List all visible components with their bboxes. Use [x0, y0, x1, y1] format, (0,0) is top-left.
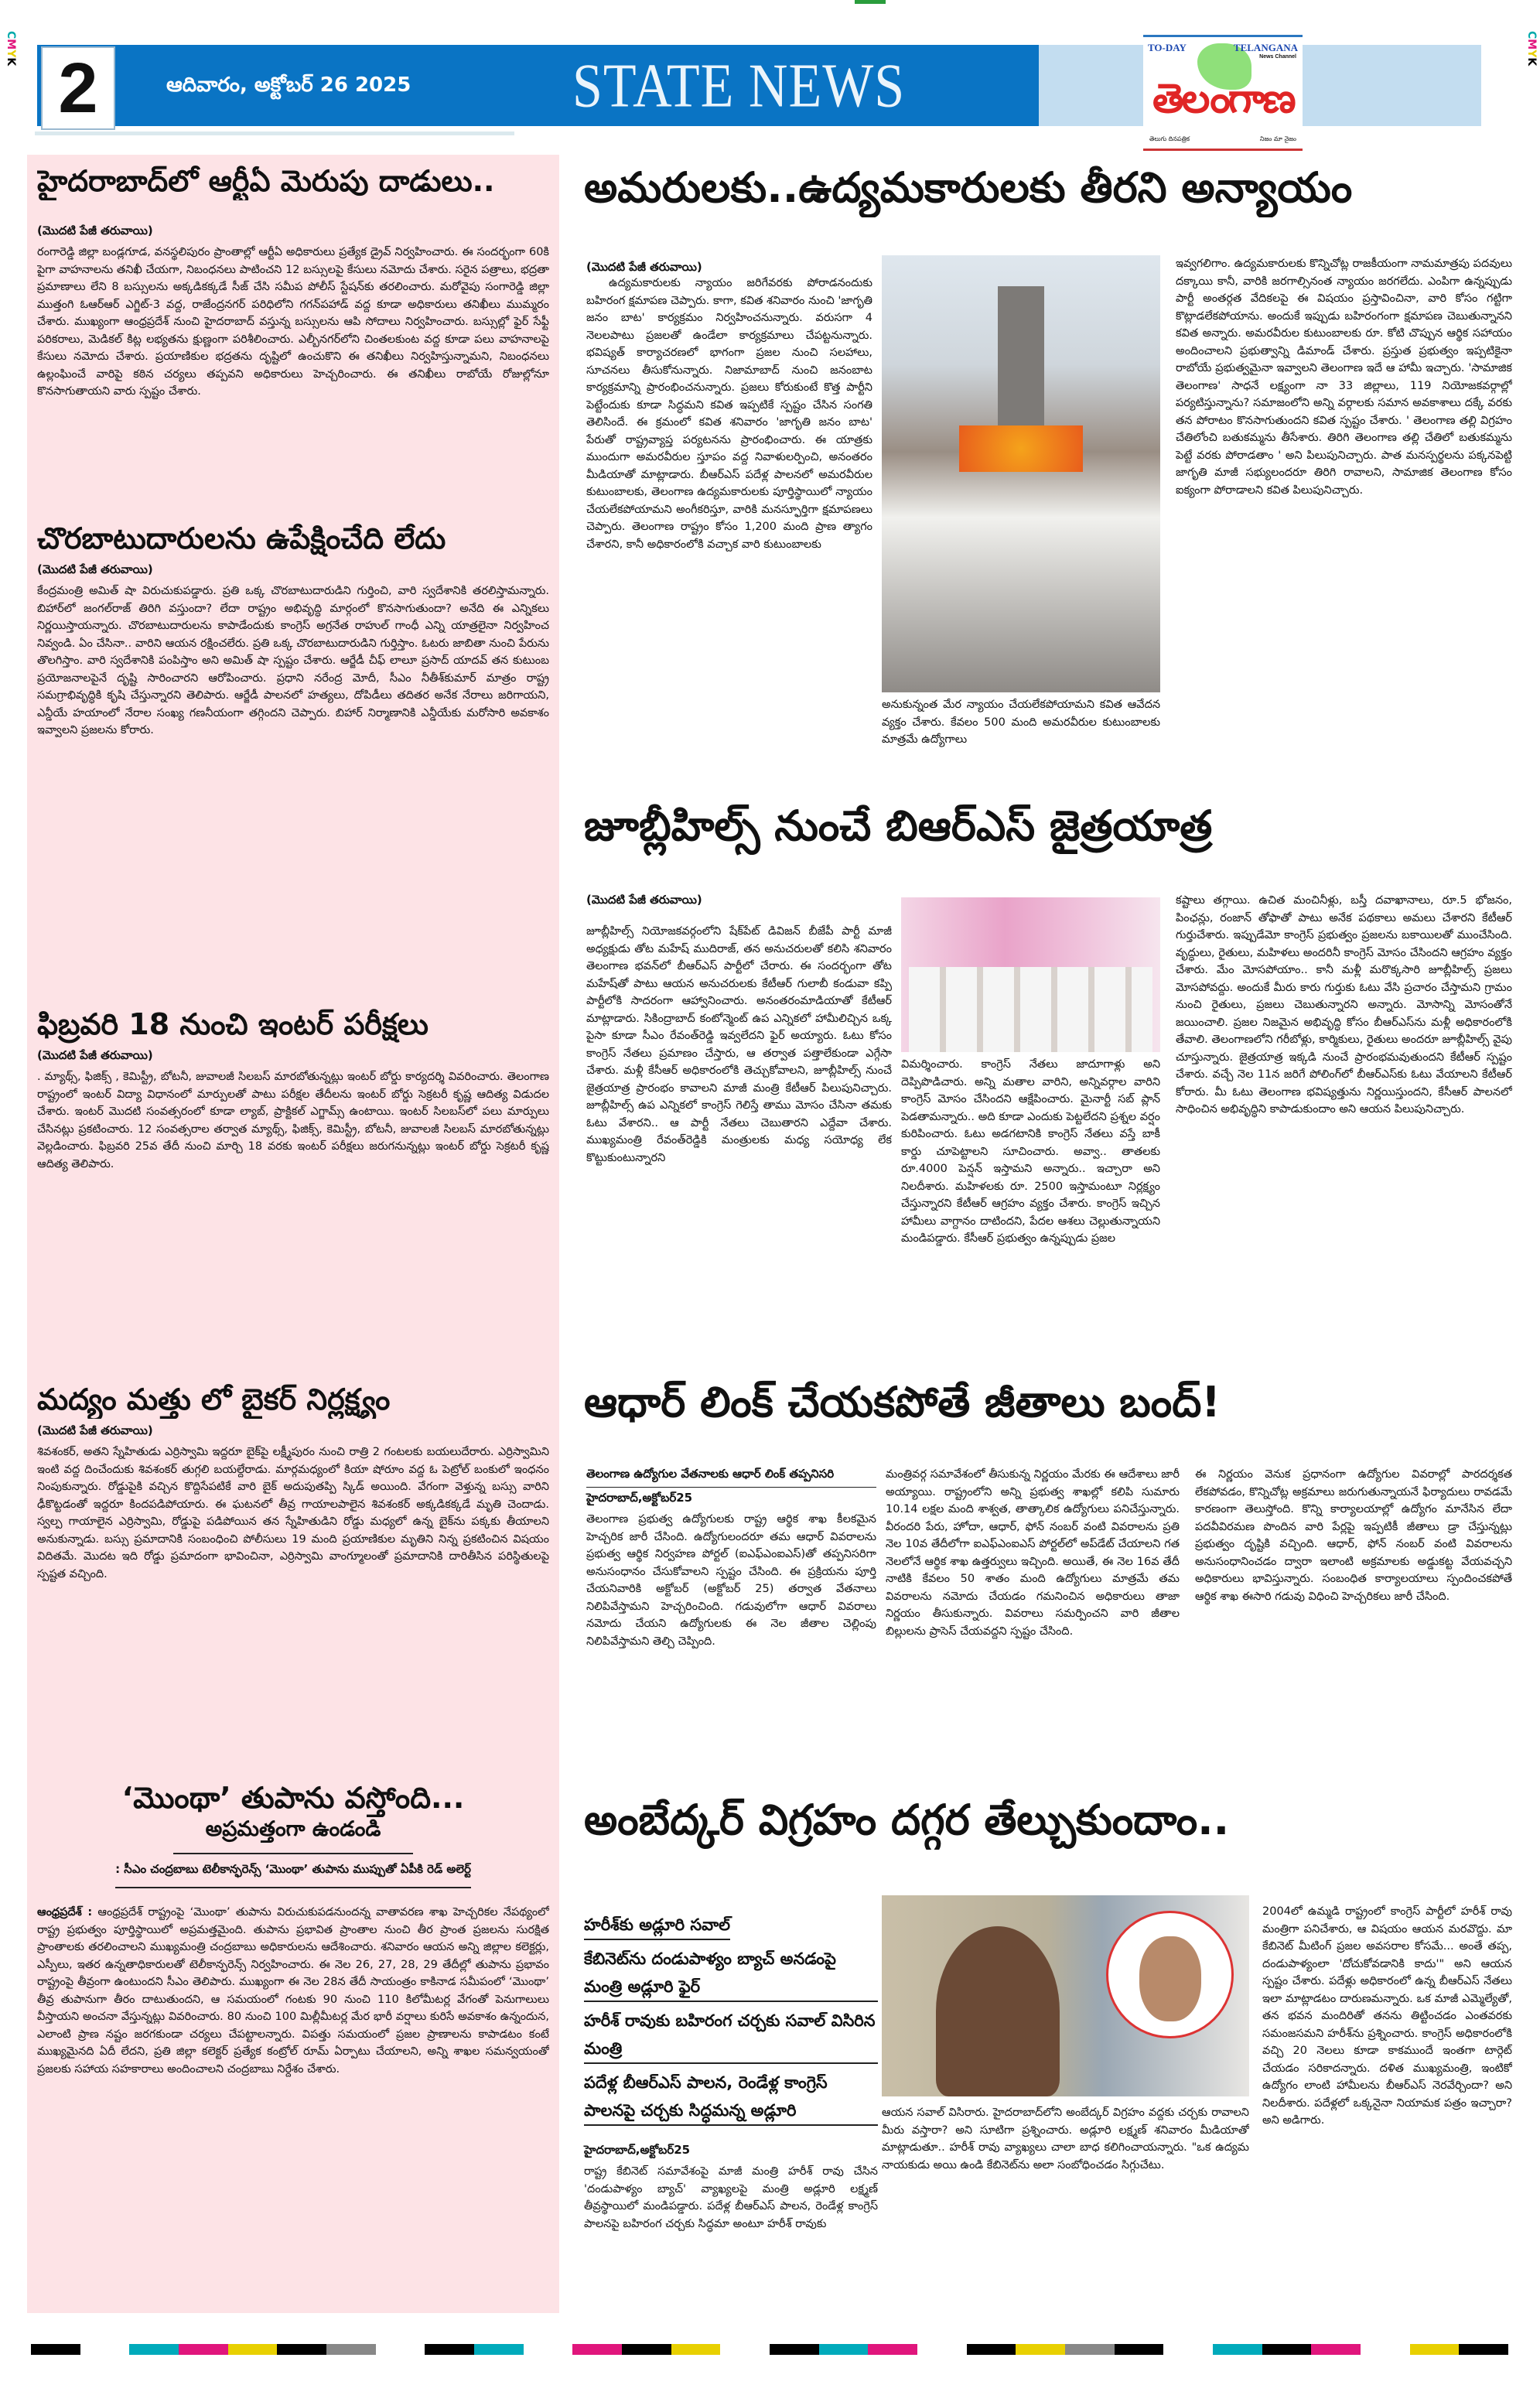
- deck: : సీఎం చంద్రబాబు టెలీకాన్ఫరెన్స్ ‘మొంథా’ తుపాను ముప్పుతో ఏపీకి రెడ్ అలెర్ట్: [115, 1854, 471, 1888]
- adluri-portrait: [936, 1926, 1060, 2096]
- logo-name: తెలంగాణ: [1152, 76, 1294, 122]
- article-body-col3: ఇవ్వగలిగాం. ఉద్యమకారులకు కొన్నిచోట్ల రాజకీయంగా నామమాత్రపు పదవులు దక్కాయి కానీ, వారికి జరగాల్సినంత న్యాయం జరగలేదు. ఎంపిగా ఉన్నప్పుడు పార్టీ అంతర్గత వేదికలపై ఈ విషయం ప్రస్తావించినా, వారి కోసం గట్టిగా కొట్లాడలేకపోయాను. అందుకే ఇప్పుడు బహిరంగంగా క్షమాపణ చెబుతున్నానని కవిత అన్నారు. అమరవీరుల కుటుంబాలకు రూ. కోటి చొప్పున ఆర్థిక సహాయం అందించాలని ప్రభుత్వాన్ని డిమాండ్ చేశారు. ప్రస్తుత ప్రభుత్వం ఇప్పటికైనా రాబోయే ప్రభుత్వమైనా ఇవ్వాలని తెలంగాణ ఇదే ఆ హామీ ఇచ్చారు. 'సామాజిక తెలంగాణ' సాధనే లక్ష్యంగా నా 33 జిల్లాలు, 119 నియోజకవర్గాల్లో పర్యటిస్తున్నాను? సమాజంలోని అన్ని వర్గాలకు సమాన అవకాశాలు దక్కే వరకు తన పోరాటం కొనసాగుతుందని కవిత స్పష్టం చేశారు. ' తెలంగాణ తల్లి విగ్రహం చేతిలోంచి బతుకమ్మను తీసేశారు. తిరిగి తెలంగాణ తల్లి చేతిలో బతుకమ్మను పెట్టే వరకు పోరాడతాం ' అని పిలుపునిచ్చారు. పాత మనస్పర్థలను పక్కనపెట్టి జాగృతి మాజీ సభ్యులందరూ తిరిగి రావాలని, సామాజిక తెలంగాణ కోసం ఐక్యంగా పోరాడాలని కవిత పిలుపునిచ్చారు.: [1176, 258, 1512, 497]
- issue-date: ఆదివారం, అక్టోబర్ 26 2025: [166, 73, 411, 97]
- continued-label: (మొదటి పేజీ తరువాయి): [37, 1048, 153, 1063]
- article-body-col3: 2004లో ఉమ్మడి రాష్ట్రంలో కాంగ్రెస్ పార్టీలో హరీశ్ రావు మంత్రిగా పనిచేశారు, ఆ విషయం ఆయన మరవొద్దు. మా కేబినెట్ మీటింగ్ ప్రజల అవసరాల కోసమే... అంతే తప్ప, దండుపాళ్యంలా 'దోచుకోవడానికి కాదు'" అని ఆయన స్పష్టం చేశారు. పదేళ్లు అధికారంలో ఉన్న బీఆర్ఎస్ నేతలు ఇలా మాట్లాడటం దారుణమన్నారు. ఒక మాజీ ఎమ్మెల్యేతో, తన భవన మందిరితో తనను తిట్టించడం ఎంతవరకు సమంజసమని హరీశ్‌ను ప్రశ్నించారు. కాంగ్రెస్ అధికారంలోకి వచ్చి 20 నెలలు కూడా కాకముందే ఇంతగా టార్గెట్ చేయడం సరికాదన్నారు. దళిత ముఖ్యమంత్రి, ఇంటికో ఉద్యోగం లాంటి హామీలను బీఆర్ఎస్ నెరవేర్చిందా? అని నిలదీశారు. పదేళ్లలో ఒక్కనైనా నియామక పత్రం ఇచ్చారా? అని అడిగారు.: [1262, 1905, 1512, 2127]
- article-body-col1: తెలంగాణ ప్రభుత్వ ఉద్యోగులకు రాష్ట్ర ఆర్థిక శాఖ కీలకమైన హెచ్చరిక జారీ చేసింది. ఉద్యోగులందరూ తమ ఆధార్ వివరాలను ప్రభుత్వ ఆర్థిక నిర్వహణ పోర్టల్ (ఐఎఫ్ఎంఐఎస్)తో తప్పనిసరిగా అనుసంధానం చేసుకోవాలని స్పష్టం చేసింది. ఈ ప్రక్రియను పూర్తి చేయనివారికి అక్టోబర్ (అక్టోబర్ 25) తర్వాత వేతనాలు నిలిపివేస్తామని హెచ్చరించింది. గడువులోగా ఆధార్ వివరాలు నమోదు చేయని ఉద్యోగులకు ఈ నెల జీతాల చెల్లింపు నిలిపివేస్తామని తెల్చి చెప్పింది.: [586, 1513, 876, 1648]
- kicker: తెలంగాణ ఉద్యోగుల వేతనాలకు ఆధార్ లింక్ తప్పనిసరి: [586, 1462, 876, 1488]
- logo-subtitle: News Channel: [1259, 54, 1296, 60]
- subhead: పదేళ్ల బీఆర్ఎస్ పాలన, రెండేళ్ల కాంగ్రెస్ పాలనపై చర్చకు సిద్ధమన్న అడ్లూరి: [584, 2069, 878, 2126]
- article-montha-cyclone: [37, 1779, 549, 2267]
- masthead-underline: [35, 132, 514, 135]
- article-body-col1: రాష్ట్ర కేబినెట్ సమావేశంపై మాజీ మంత్రి హరీశ్ రావు చేసిన 'దండుపాళ్యం బ్యాచ్' వ్యాఖ్యలపై మంత్రి అడ్లూరి లక్ష్మణ్ తీవ్రస్థాయిలో మండిపడ్డారు. పదేళ్ల బీఆర్ఎస్ పాలన, రెండేళ్ల కాంగ్రెస్ పాలనపై బహిరంగ చర్చకు సిద్ధమా అంటూ హరీశ్ రావుకు: [584, 2165, 878, 2230]
- headline: అమరులకు..ఉద్యమకారులకు తీరని అన్యాయం: [584, 163, 1353, 212]
- continued-label: (మొదటి పేజీ తరువాయి): [586, 260, 702, 274]
- headline: చొరబాటుదారులను ఉపేక్షించేది లేదు: [37, 521, 446, 555]
- subhead: హరీశ్‌కు అడ్లూరి సవాల్: [584, 1911, 730, 1940]
- headline: హైదరాబాద్‌లో ఆర్టీఏ మెరుపు దాడులు..: [37, 164, 495, 198]
- continued-label: (మొదటి పేజీ తరువాయి): [37, 224, 153, 238]
- headline: అంబేద్కర్ విగ్రహం దగ్గర తేల్చుకుందాం..: [584, 1796, 1230, 1844]
- harish-rao-inset: [1106, 1911, 1234, 2038]
- subheadline: అప్రమత్తంగా ఉండండి: [173, 1817, 413, 1854]
- article-rta-raids: [37, 162, 549, 530]
- dateline: హైదరాబాద్,అక్టోబర్25: [584, 2143, 691, 2157]
- article-body-col2: ఆయన సవాల్ విసిరారు. హైదరాబాద్‌లోని అంబేద్కర్ విగ్రహం వద్దకు చర్చకు రావాలని మీరు వస్తారా? అని సూటిగా ప్రశ్నించారు. అడ్లూరి లక్ష్మణ్ శనివారం మీడియాతో మాట్లాడుతూ.. హరీశ్ రావు వ్యాఖ్యలు చాలా బాధ కలిగించాయన్నారు. "ఒక ఉద్యమ నాయకుడు అయి ఉండి కేబినెట్‌ను అలా సంబోధించడం సిగ్గుచేటు.: [882, 2107, 1249, 2171]
- article-body-col2: మంత్రివర్గ సమావేశంలో తీసుకున్న నిర్ణయం మేరకు ఈ ఆదేశాలు జారీ అయ్యాయి. రాష్ట్రంలోని అన్ని ప్రభుత్వ శాఖల్లో కలిపి సుమారు 10.14 లక్షల మంది శాశ్వత, తాత్కాలిక ఉద్యోగులు పనిచేస్తున్నారు. వీరందరి పేరు, హోదా, ఆధార్, ఫోన్ నంబర్ వంటి వివరాలను ప్రతి నెల 10వ తేదీలోగా ఐఎఫ్ఎంఐఎస్ పోర్టల్‌లో అప్‌డేట్ చేయాలని గత నెలలోనే ఆర్థిక శాఖ ఉత్తర్వులు ఇచ్చింది. అయితే, ఈ నెల 16వ తేదీ నాటికి కేవలం 50 శాతం మంది ఉద్యోగులు మాత్రమే తమ వివరాలను నమోదు చేయడం గమనించిన అధికారులు తాజా నిర్ణయం తీసుకున్నారు. వివరాలు సమర్పించని వారి జీతాల బిల్లులను ప్రాసెస్ చేయవద్దని స్పష్టం చేసింది.: [886, 1468, 1180, 1638]
- section-title: STATE NEWS: [572, 52, 906, 121]
- article-body: రంగారెడ్డి జిల్లా బండ్లగూడ, వనస్థలిపురం ప్రాంతాల్లో ఆర్టీఏ అధికారులు ప్రత్యేక డ్రైవ్ నిర్వహించారు. ఈ సందర్భంగా 60కి పైగా వాహనాలను తనిఖీ చేయగా, నిబంధనలు పాటించని 12 బస్సులపై కేసులు నమోదు చేశారు. సరైన పత్రాలు, భద్రతా ప్రమాణాలు లేని 8 బస్సులను అక్కడికక్కడే సీజ్ చేసి సమీప పోలీస్ స్టేషన్‌కు తరలించారు. మరోవైపు సంగారెడ్డి జిల్లా ముత్తంగి ఓఆర్ఆర్ ఎగ్జిట్-3 వద్ద, రాజేంద్రనగర్ పరిధిలోని గగన్‌పహాడ్ వద్ద కూడా అధికారులు తనిఖీలు ముమ్మరం చేశారు. ముఖ్యంగా ఆంధ్రప్రదేశ్ నుంచి హైదరాబాద్ వస్తున్న బస్సులను ఆపి సోదాలు నిర్వహించారు. బస్సుల్లో ఫైర్ సేఫ్టీ పరికరాలు, మెడికల్ కిట్ల లభ్యతను క్షుణ్ణంగా పరిశీలించారు. ఎల్బీనగర్‌లోని చింతలకుంట వద్ద కూడా పలు వాహనాలపై కేసులు నమోదు చేశారు. ప్రయాణికుల భద్రతను దృష్టిలో ఉంచుకొని ఈ తనిఖీలు నిర్వహిస్తున్నామని, నిబంధనలు ఉల్లంఘించే వారిపై కఠిన చర్యలు తప్పవని అధికారులు హెచ్చరించారు. ఈ తనిఖీలు రాబోయే రోజుల్లోనూ కొనసాగుతాయని వారు స్పష్టం చేశారు.: [37, 246, 549, 398]
- article-body-col3: ఈ నిర్ణయం వెనుక ప్రధానంగా ఉద్యోగుల వివరాల్లో పారదర్శకత లేకపోవడం, కొన్నిచోట్ల అక్రమాలు జరుగుతున్నాయనే ఫిర్యాదులు రావడమే కారణంగా తెలుస్తోంది. కొన్ని కార్యాలయాల్లో ఉద్యోగం మానేసిన లేదా పదవీవిరమణ పొందిన వారి పేర్లపై ఇప్పటికీ జీతాలు డ్రా చేస్తున్నట్లు ప్రభుత్వం దృష్టికి వచ్చింది. ఆధార్, ఫోన్ నంబర్ వంటి వివరాలను అనుసంధానించడం ద్వారా ఇలాంటి అక్రమాలకు అడ్డుకట్ట వేయవచ్చని అధికారులు భావిస్తున్నారు. సంబంధిత కార్యాలయాలు స్పందించకపోతే ఆర్థిక శాఖ ఈసారి గడువు విధించి హెచ్చరికలు జారీ చేసింది.: [1195, 1468, 1512, 1603]
- registration-mark-top: [855, 0, 886, 4]
- headline: ఆధార్ లింక్ చేయకపోతే జీతాలు బంద్!: [584, 1378, 1221, 1427]
- article-body-col1: ఉద్యమకారులకు న్యాయం జరిగేవరకు పోరాడనందుకు బహిరంగ క్షమాపణ చెప్పారు. కాగా, కవిత శనివారం నుంచి 'జాగృతి జనం బాట' కార్యక్రమం నిర్వహించనున్నారు. వరుసగా 4 నెలలపాటు ప్రజలతో ఉండేలా కార్యక్రమాలు చేపట్టనున్నారు. భవిష్యత్ కార్యాచరణలో భాగంగా ప్రజల నుంచి సలహాలు, సూచనలు తీసుకోనున్నారు. నిజామాబాద్ నుంచి జనంబాట కార్యక్రమాన్ని ప్రారంభించనున్నారు. ప్రజలు కోరుకుంటే కొత్త పార్టీని పెట్టేందుకు కూడా సిద్ధమని కవిత ఇప్పటికే స్పష్టం చేసిన సంగతి తెలిసిందే. ఈ క్రమంలో కవిత శనివారం 'జాగృతి జనం బాట' పేరుతో రాష్ట్రవ్యాప్త పర్యటనను ప్రారంభించారు. ఈ యాత్రకు ముందుగా అమరవీరుల స్తూపం వద్ద నివాళులర్పించి, అనంతరం మీడియాతో మాట్లాడారు. బీఆర్ఎస్ పదేళ్ల పాలనలో అమరవీరుల కుటుంబాలకు, తెలంగాణ ఉద్యమకారులకు పూర్తిస్థాయిలో న్యాయం చేయలేకపోయామని అంగీకరిస్తూ, వారికి మనస్ఫూర్తిగా క్షమాపణలు చెప్పారు. తెలంగాణ రాష్ట్రం కోసం 1,200 మంది ప్రాణ త్యాగం చేశారని, కానీ అధికారంలోకి వచ్చాక వారి కుటుంబాలకు: [586, 277, 872, 551]
- color-calibration-bar: [31, 2344, 1508, 2355]
- headline: ఫిబ్రవరి 18 నుంచి ఇంటర్ పరీక్షలు: [37, 1007, 429, 1041]
- article-body-col3: కష్టాలు తగ్గాయి. ఉచిత మంచినీళ్లు, బస్తీ దవాఖానాలు, రూ.5 భోజనం, పింఛన్లు, రంజాన్ తోఫాతో పాటు అనేక పథకాలు అమలు చేశారని కేటీఆర్ గుర్తుచేశారు. ఇప్పుడేమో కాంగ్రెస్ ప్రభుత్వం ప్రజలను బకాయిలతో ముంచేసింది. వృద్ధులు, రైతులు, మహిళలు అందరినీ కాంగ్రెస్ మోసం చేసిందని ఆగ్రహం వ్యక్తం చేశారు. మేం మోసపోయాం.. కానీ మళ్లీ మరొక్కసారి జూబ్లీహిల్స్ ప్రజలు మోసపోవద్దు. అందుకే మీరు కారు గుర్తుకు ఓటు వేసి ప్రచారం చేస్తామని గ్రామం నుంచి రైతులు, ప్రజలు చెబుతున్నారని అన్నారు. మోసాన్ని మోసంతోనే జయించాలి. ప్రజల నిజమైన అభివృద్ధి కోసం బీఆర్ఎస్‌ను మళ్లీ అధికారంలోకి తేవాలి. తెలంగాణలోని గరీబోళ్లు, కార్మికులు, రైతులు అందరూ జూబ్లీహిల్స్ వైపు చూస్తున్నారు. జైత్రయాత్ర ఇక్కడి నుంచే ప్రారంభమవుతుందని కేటీఆర్ స్పష్టం చేశారు. వచ్చే నెల 11న జరిగే పోలింగ్‌లో బీఆర్ఎస్‌కు ఓటు వేయాలని కేటీఆర్ కోరారు. మీ ఓటు తెలంగాణ భవిష్యత్తును నిర్ణయిస్తుందని, కేసీఆర్ పాలనలో సాధించిన అభివృద్ధిని కాపాడుకుందాం అని ఆయన పిలుపునిచ్చారు.: [1176, 894, 1512, 1116]
- logo-telangana: TELANGANA: [1233, 42, 1298, 53]
- dateline: హైదరాబాద్,అక్టోబర్25: [586, 1491, 693, 1505]
- brs-joining-photo: [901, 897, 1160, 1052]
- article-body: . మ్యాథ్స్, ఫిజిక్స్ , కెమిస్ట్రీ, బోటనీ, జువాలజీ సిలబస్ మారబోతున్నట్లు ఇంటర్ బోర్డు కార్యదర్శి వివరించారు. తెలంగాణ రాష్ట్రంలో ఇంటర్ విద్యా విధానంలో మార్పులతో పాటు పరీక్షల తేదీలను ఇంటర్ బోర్డు సెక్రటరీ కృష్ణ ఆదిత్య విడుదల చేశారు. ఇంటర్ మొదటి సంవత్సరంలో కూడా ల్యాబ్, ప్రాక్టికల్ ఎగ్జామ్స్ ఉంటాయి. ఇంటర్ సిలబస్‌లో పలు మార్పులు చేసినట్లు ప్రకటించారు. 12 సంవత్సరాల తర్వాత మ్యాథ్స్, ఫిజిక్స్, కెమిస్ట్రీ, బోటనీ, జువాలజీ సిలబస్ మారబోతున్నట్లు వెల్లడించారు. ఫిబ్రవరి 25వ తేదీ నుంచి మార్చి 18 వరకు ఇంటర్ పరీక్షలు జరుగనున్నట్లు ఇంటర్ బోర్డు సెక్రటరీ కృష్ణ ఆదిత్య తెలిపారు.: [37, 1071, 549, 1170]
- page-number: 2: [41, 46, 115, 130]
- newspaper-logo: [1143, 35, 1303, 151]
- logo-tagline-left: తెలుగు దినపత్రిక: [1149, 135, 1190, 142]
- logo-today: TO-DAY: [1148, 42, 1187, 53]
- article-body: ఆంధ్రప్రదేశ్ రాష్ట్రంపై ‘మొంథా’ తుపాను విరుచుకుపడనుందన్న వాతావరణ శాఖ హెచ్చరికల నేపథ్యంలో రాష్ట్ర ప్రభుత్వం పూర్తిస్థాయిలో అప్రమత్తమైంది. తుపాను ప్రభావిత ప్రాంతాల నుంచి తీర ప్రాంత ప్రజలను సురక్షిత ప్రాంతాలకు తరలించాలని ముఖ్యమంత్రి చంద్రబాబు అధికారులను ఆదేశించారు. శనివారం ఆయన అన్ని జిల్లాల కలెక్టర్లు, ఎస్పీలు, ఇతర ఉన్నతాధికారులతో టెలీకాన్ఫరెన్స్ నిర్వహించారు. ఈ నెల 26, 27, 28, 29 తేదీల్లో తుపాను ప్రభావం రాష్ట్రంపై తీవ్రంగా ఉంటుందని సీఎం తెలిపారు. ముఖ్యంగా ఈ నెల 28న తేదీ సాయంత్రం కాకినాడ సమీపంలో ‘మొంథా’ తీవ్ర తుపానుగా తీరం దాటుతుందని, ఆ సమయంలో గంటకు 90 నుంచి 110 కిలోమీటర్ల వేగంతో పెనుగాలులు వీస్తాయని అంచనా వేస్తున్నట్లు వివరించారు. 80 నుంచి 100 మిల్లీమీటర్ల మేర భారీ వర్షాలు కురిసే అవకాశం ఉన్నందున, ఎలాంటి ప్రాణ నష్టం జరగకుండా చర్యలు చేపట్టాలన్నారు. విపత్తు సమయంలో ప్రజల ప్రాణాలను కాపాడటం కంటే ముఖ్యమైనది ఏదీ లేదని, ప్రతి జిల్లా కలెక్టర్ ప్రత్యేక కంట్రోల్ రూమ్ ఏర్పాటు చేయాలని, అన్ని శాఖల సమన్వయంతో ప్రజలకు సహాయ సహకారాలు అందించాలని చంద్రబాబు నిర్దేశం చేశారు.: [37, 1906, 549, 2076]
- subhead: హరీశ్ రావుకు బహిరంగ చర్చకు సవాల్ విసిరిన మంత్రి: [584, 2007, 878, 2064]
- cmyk-registration-mark-right: CMYK: [1525, 31, 1538, 67]
- article-body-col2: అనుకున్నంత మేర న్యాయం చేయలేకపోయామని కవిత ఆవేదన వ్యక్తం చేశారు. కేవలం 500 మంది అమరవీరుల కుటుంబాలకు మాత్రమే ఉద్యోగాలు: [882, 699, 1160, 746]
- cmyk-registration-mark-left: CMYK: [5, 31, 17, 67]
- article-drunk-biker: [37, 1381, 549, 1757]
- article-inter-exams: [37, 1006, 549, 1382]
- headline: మద్యం మత్తు లో బైకర్ నిర్లక్ష్యం: [37, 1382, 391, 1416]
- continued-label: (మొదటి పేజీ తరువాయి): [586, 893, 702, 907]
- logo-tagline-right: నిజం మా నైజం: [1259, 135, 1296, 142]
- people-group: [909, 967, 1152, 1052]
- article-infiltrators: [37, 520, 549, 1016]
- subhead: కేబినెట్‌ను దండుపాళ్యం బ్యాచ్ అనడంపై మంత్రి అడ్లూరి ఫైర్: [584, 1945, 878, 2002]
- article-body-col2: విమర్శించారు. కాంగ్రెస్ నేతలు జాదూగాళ్లు అని దెప్పిపొడిచారు. అన్ని మతాల వారిని, అన్నివర్గాల వారిని కాంగ్రెస్ మోసం చేసిందని ఆక్షేపించారు. మైనార్టీ సబ్ ప్లాన్ పెడతామన్నారు.. అది కూడా ఎందుకు పెట్టలేదని ప్రశ్నల వర్షం కురిపించారు. ఓటు అడగటానికి కాంగ్రెస్ నేతలు వస్తే బాకీ కార్డు చూపెట్టాలని సూచించారు. అవ్వా.. తాతలకు రూ.4000 పెన్షన్ ఇస్తామని అన్నారు.. ఇచ్చారా అని నిలదీశారు. మహిళలకు రూ. 2500 ఇస్తామంటూ నిర్లక్ష్యం చేస్తున్నారని కేటీఆర్ ఆగ్రహం వ్యక్తం చేశారు. కాంగ్రెస్ ఇచ్చిన హామీలు వాగ్దానం దాటిందని, పేదల ఆశలు చెల్లుతున్నాయని మండిపడ్డారు. కేసీఆర్ ప్రభుత్వం ఉన్నప్పుడు ప్రజల: [901, 1058, 1160, 1245]
- kavitha-martyrs-memorial-photo: [882, 255, 1160, 692]
- headline: జూబ్లీహిల్స్ నుంచే బిఆర్ఎస్ జైత్రయాత్ర: [584, 801, 1213, 850]
- continued-label: (మొదటి పేజీ తరువాయి): [37, 1423, 153, 1438]
- flower-garlands: [959, 425, 1083, 472]
- headline: ‘మొంథా’ తుపాను వస్తోంది...: [121, 1781, 465, 1815]
- adluri-harish-photo: [882, 1895, 1249, 2096]
- harish-portrait: [1139, 1936, 1201, 2021]
- dateline: ఆంధ్రప్రదేశ్ :: [37, 1906, 93, 1919]
- continued-label: (మొదటి పేజీ తరువాయి): [37, 562, 153, 577]
- article-body: కేంద్రమంత్రి అమిత్ షా విరుచుకుపడ్డారు. ప్రతి ఒక్క చొరబాటుదారుడిని గుర్తించి, వారి స్వదేశానికి తరలిస్తామన్నారు. బిహార్‌లో జంగల్‌రాజ్ తిరిగి వస్తుందా? లేదా రాష్ట్రం అభివృద్ధి మార్గంలో కొనసాగుతుందా? అనేది ఈ ఎన్నికలు నిర్ణయిస్తాయన్నారు. చొరబాటుదారులను కాపాడేందుకు కాంగ్రెస్ అగ్రనేత రాహుల్ గాంధీ ఎన్ని యాత్రలైనా నిర్వహించ నివ్వండి. ఏం చేసినా.. వారిని ఆయన రక్షించలేరు. ప్రతి ఒక్క చొరబాటుదారుడిని గుర్తిస్తాం. ఓటరు జాబితా నుంచి పేరును తొలగిస్తాం. వారి స్వదేశానికి పంపిస్తాం అని అమిత్ షా స్పష్టం చేశారు. ఆర్జేడీ చీఫ్ లాలూ ప్రసాద్ యాదవ్ తన కుటుంబ ప్రయోజనాలపైనే దృష్టి సారించారని ఆరోపించారు. ప్రధాని నరేంద్ర మోదీ, సీఎం నీతీశ్‌కుమార్ మాత్రం రాష్ట్ర సమగ్రాభివృద్ధికి కృషి చేస్తున్నారని తెలిపారు. ఆర్జేడీ పాలనలో హత్యలు, దోపిడీలు తదితర అనేక నేరాలు జరిగాయని, ఎన్డీయే హయాంలో నేరాల సంఖ్య గణనీయంగా తగ్గిందని చెప్పారు. బిహార్ నిర్మాణానికి ఎన్డీయేకు మరోసారి అవకాశం ఇవ్వాలని ప్రజలను కోరారు.: [37, 585, 549, 737]
- article-body: శివశంకర్, అతని స్నేహితుడు ఎర్రిస్వామి ఇద్దరూ బైక్‌పై లక్ష్మీపురం నుంచి రాత్రి 2 గంటలకు బయలుదేరారు. ఎర్రిస్వామిని ఇంటి వద్ద దించేందుకు శివశంకర్ తుగ్గలి బయల్దేరాడు. మార్గమధ్యంలో కియా షోరూం వద్ద ఓ పెట్రోల్ బంకులో ఇంధనం నింపుకున్నారు. రోడ్డుపైకి వచ్చిన కొద్దిసేపటికే వారి బైక్ అదుపుతప్పి స్కిడ్ అయింది. వేగంగా వెళ్తున్న బస్సు వారిని ఢీకొట్టడంతో ఇద్దరూ కిందపడిపోయారు. ఈ ఘటనలో తీవ్ర గాయాలపాలైన శివశంకర్ అక్కడికక్కడే మృతి చెందాడు. స్వల్ప గాయాలైన ఎర్రిస్వామి, రోడ్డుపై పడిపోయిన తన స్నేహితుడిని రోడ్డు మధ్యలో ఉన్న బైక్‌ను పక్కకు తీయాలని అనుకున్నాడు. బస్సు ప్రమాదానికి సంబంధించి పోలీసులు 19 మంది ప్రయాణికుల మృతిని నిన్న ప్రకటించిన విషయం విదితమే. మొదట ఇది రోడ్డు ప్రమాదంగా భావించినా, ఎర్రిస్వామి వాంగ్మూలంతో ప్రమాదానికి దారితీసిన పరిస్థితులపై స్పష్టత వచ్చింది.: [37, 1446, 549, 1580]
- article-body-col1: జూబ్లీహిల్స్ నియోజకవర్గంలోని షేక్‌పేట్ డివిజన్ బీజేపీ పార్టీ మాజీ అధ్యక్షుడు తోట మహేష్ ముదిరాజ్, తన అనుచరులతో కలిసి శనివారం తెలంగాణ భవన్‌లో బీఆర్ఎస్ పార్టీలో చేరారు. ఈ సందర్భంగా తోట మహేష్‌తో పాటు ఆయన అనుచరులకు కేటీఆర్ గులాబీ కండువా కప్పి పార్టీలోకి సాదరంగా ఆహ్వానించారు. అనంతరంమాడియాతో కేటీఆర్ మాట్లాడారు. సికింద్రాబాద్ కంటోన్మెంట్ ఉప ఎన్నికలో హామీలిచ్చిన ఒక్క పైసా కూడా సీఎం రేవంత్‌రెడ్డి ఇవ్వలేదని ఫైర్ అయ్యారు. ఓటు కోసం కాంగ్రెస్ నేతలు ప్రమాణం చేస్తారు, ఆ తర్వాత పత్తాలేకుండా ఎగ్గేసా చేశారు. మళ్లీ కేసీఆర్ అధికారంలోకి తెచ్చుకోవాలని, జూబ్లీహిల్స్ నుంచే జైత్రయాత్ర ప్రారంభం కావాలని మాజీ మంత్రి కేటీఆర్ పిలుపునిచ్చారు. జూబ్లీహిల్స్ ఉప ఎన్నికలో కాంగ్రెస్ గెలిస్తే తాము మోసం చేసినా తమకు ఓటు వేశారని.. ఆ పార్టీ నేతలు చెబుతారని ఎద్దేవా చేశారు. ముఖ్యమంత్రి రేవంత్‌రెడ్డికి మంత్రులకు మధ్య సయోధ్య లేక కొట్టుకుంటున్నారని: [586, 925, 892, 1164]
